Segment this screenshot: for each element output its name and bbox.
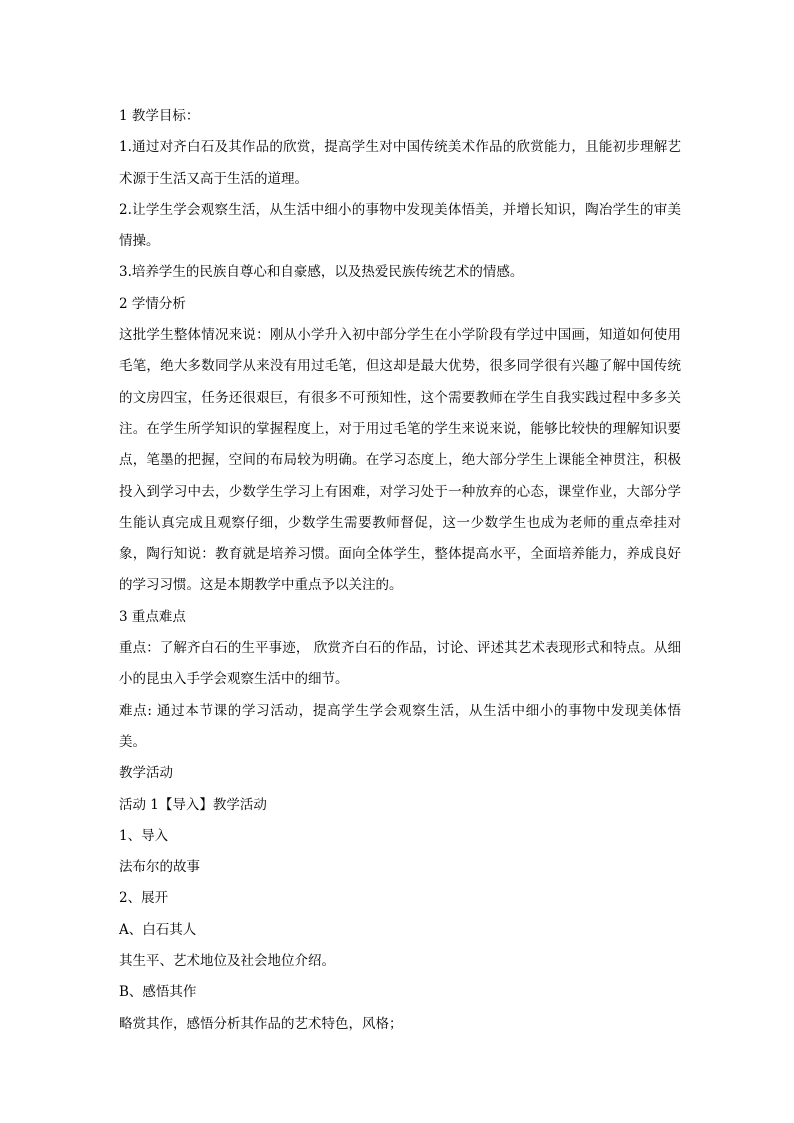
step-1-intro: 1、导入 — [119, 827, 169, 844]
document-body — [119, 101, 681, 1040]
heading-student-analysis: 2 学情分析 — [119, 295, 186, 312]
difficulty-paragraph: 难点: 通过本节课的学习活动，提高学生学会观察生活，从生活中细小的事物中发现美体悟美。 — [119, 702, 681, 750]
heading-key-points: 3 重点难点 — [119, 608, 186, 625]
heading-teaching-goals: 1 教学目标： — [119, 108, 200, 124]
section-b-title: B、感悟其作 — [119, 984, 197, 1001]
goal-paragraph-3: 3.培养学生的民族自尊心和自豪感，以及热爱民族传统艺术的情感。 — [119, 264, 524, 281]
goal-paragraph-2: 2.让学生学会观察生活，从生活中细小的事物中发现美体悟美，并增长知识，陶冶学生的审美情操。 — [119, 201, 681, 250]
goal-paragraph-1: 1.通过对齐白石及其作品的欣赏，提高学生对中国传统美术作品的欣赏能力，且能初步理解艺术源于生活又高于生活的道理。 — [119, 139, 681, 187]
section-b-text: 略赏其作，感悟分析其作品的艺术特色，风格； — [119, 1015, 403, 1032]
fabre-story: 法布尔的故事 — [119, 859, 200, 876]
section-a-text: 其生平、艺术地位及社会地位介绍。 — [119, 953, 335, 970]
step-2-expand: 2、展开 — [119, 890, 169, 907]
key-point-paragraph: 重点：了解齐白石的生平事迹， 欣赏齐白石的作品，讨论、评述其艺术表现形式和特点。从细小的昆虫入手学会观察生活中的细节。 — [119, 640, 681, 688]
activity-1-title: 活动 1【导入】教学活动 — [119, 796, 267, 813]
student-analysis-paragraph: 这批学生整体情况来说：刚从小学升入初中部分学生在小学阶段有学过中国画，知道如何使用毛笔，绝大多数同学从来没有用过毛笔，但这却是最大优势，很多同学很有兴趣了解中国传统的文房四宝，任务还很艰巨，有很多不可预知性，这个需要教师在学生自我实践过程中多多关注。在学生所学知识的掌握程度上，对于用过毛笔的学生来说来说，能够比较快的理解知识要点，笔墨的把握，空间的布局较为明确。在学习态度上，绝大部分学生上课能全神贯注，积极投入到学习中去，少数学生学习上有困难，对学习处于一种放弃的心态，课堂作业，大部分学生能认真完成且观察仔细，少数学生需要教师督促，这一少数学生也成为老师的重点牵挂对象，陶行知说：教育就是培养习惯。面向全体学生，整体提高水平，全面培养能力，养成良好的学习习惯。这是本期教学中重点予以关注的。 — [119, 327, 681, 594]
heading-teaching-activities: 教学活动 — [119, 765, 173, 782]
section-a-title: A、白石其人 — [119, 921, 197, 938]
